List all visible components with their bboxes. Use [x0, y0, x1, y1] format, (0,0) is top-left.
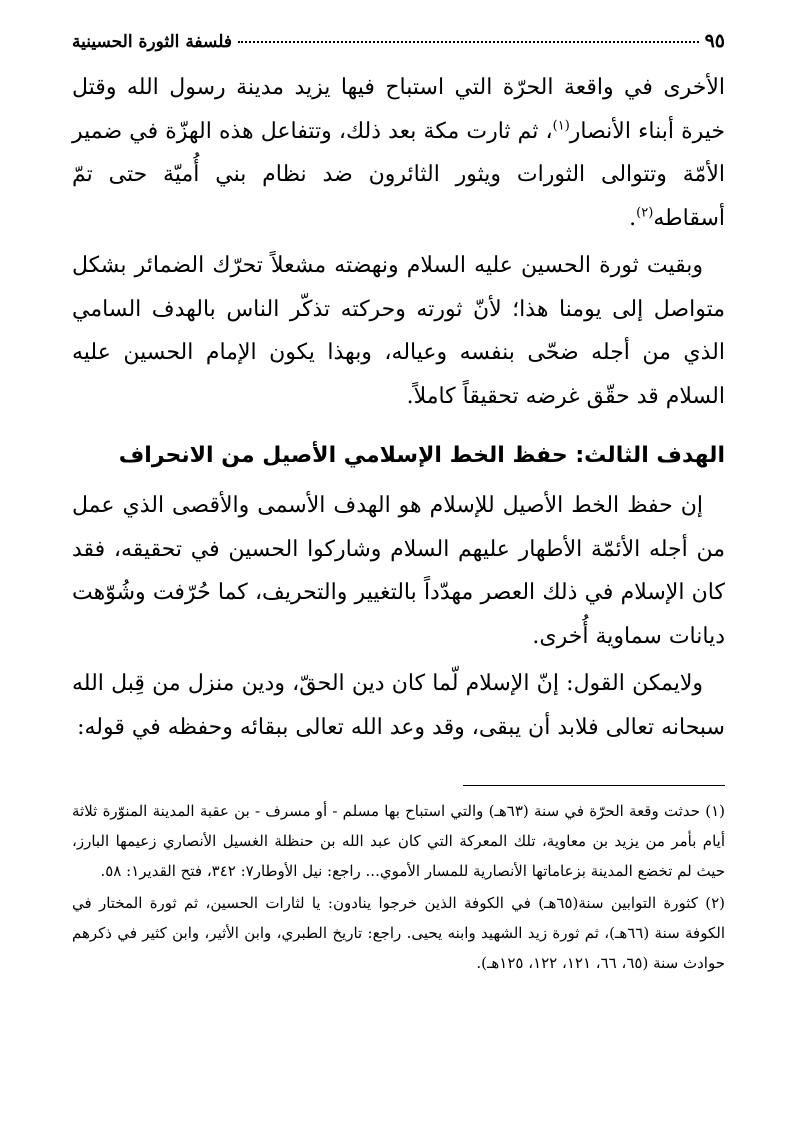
paragraph-1-text-2: ، ثم ثارت مكة بعد ذلك، وتتفاعل هذه الهزّة في ضمير الأمّة وتتوالى الثورات ويثور الثائرون ضد نظام بني أُميّة حتى تمّ أسقاطه	[72, 118, 725, 231]
paragraph-4: ولايمكن القول: إنّ الإسلام لّما كان دين الحقّ، ودين منزل من قِبل الله سبحانه تعالى فلابد أن يبقى، وقد وعد الله تعالى ببقائه وحفظه في قوله:	[72, 671, 725, 740]
footnote-separator	[463, 785, 725, 786]
paragraph-3: إن حفظ الخط الأصيل للإسلام هو الهدف الأسمى والأقصى الذي عمل من أجله الأئمّة الأطهار عليهم السلام وشاركوا الحسين في تحقيقه، فقد كان الإسلام في ذلك العصر مهدّداً بالتغيير والتحريف، كما حُرّفت وشُوّهت ديانات سماوية أُخرى.	[72, 493, 725, 649]
footnote-mark-2: (٢)	[636, 205, 654, 221]
paragraph-1	[72, 66, 725, 240]
footnote-mark-1: (١)	[552, 118, 570, 134]
body-text	[72, 66, 725, 749]
paragraph-1-end: .	[629, 205, 637, 231]
running-header	[72, 30, 725, 60]
footnote-1: (١) حدثت وقعة الحرّة في سنة (٦٣هـ) والتي استباح بها مسلم - أو مسرف - بن عقبة المدينة المنوّرة ثلاثة أيام بأمر من يزيد بن معاوية، تلك المعركة التي كان عبد الله بن حنظلة الغسيل الأنصاري زعيمها البارز، حيث لم تخضع المدينة بزعاماتها الأنصارية للمسار الأموي... راجع: نيل الأوطار٧: ٣٤٢، فتح القدير١: ٥٨.	[72, 802, 725, 880]
leader-dots	[238, 41, 699, 43]
book-title: فلسفة الثورة الحسينية	[72, 32, 232, 52]
section-heading: الهدف الثالث: حفظ الخط الإسلامي الأصيل من الانحراف	[118, 443, 725, 468]
footnote-2: (٢) كثورة التوابين سنة(٦٥هـ) في الكوفة الذين خرجوا ينادون: يا لثارات الحسين، ثم ثورة المختار في الكوفة سنة (٦٦هـ)، ثم ثورة زيد الشهيد وابنه يحيى. راجع: تاريخ الطبري، وابن الأثير، وابن كثير في ذكرهم حوادث سنة (٦٥، ٦٦، ١٢١، ١٢٢، ١٢٥هـ).	[72, 894, 726, 972]
page-number: ٩٥	[704, 30, 725, 52]
footnotes	[72, 796, 725, 978]
paragraph-2: وبقيت ثورة الحسين عليه السلام ونهضته مشعلاً تحرّك الضمائر بشكل متواصل إلى يومنا هذا؛ لأنّ ثورته وحركته تذكّر الناس بالهدف السامي الذي من أجله ضحّى بنفسه وعياله، وبهذا يكون الإمام الحسين عليه السلام قد حقّق غرضه تحقيقاً كاملاً.	[72, 253, 725, 409]
paragraph-1-text: الأخرى في واقعة الحرّة التي استباح فيها يزيد مدينة رسول الله وقتل خيرة أبناء الأنصار	[72, 75, 725, 144]
